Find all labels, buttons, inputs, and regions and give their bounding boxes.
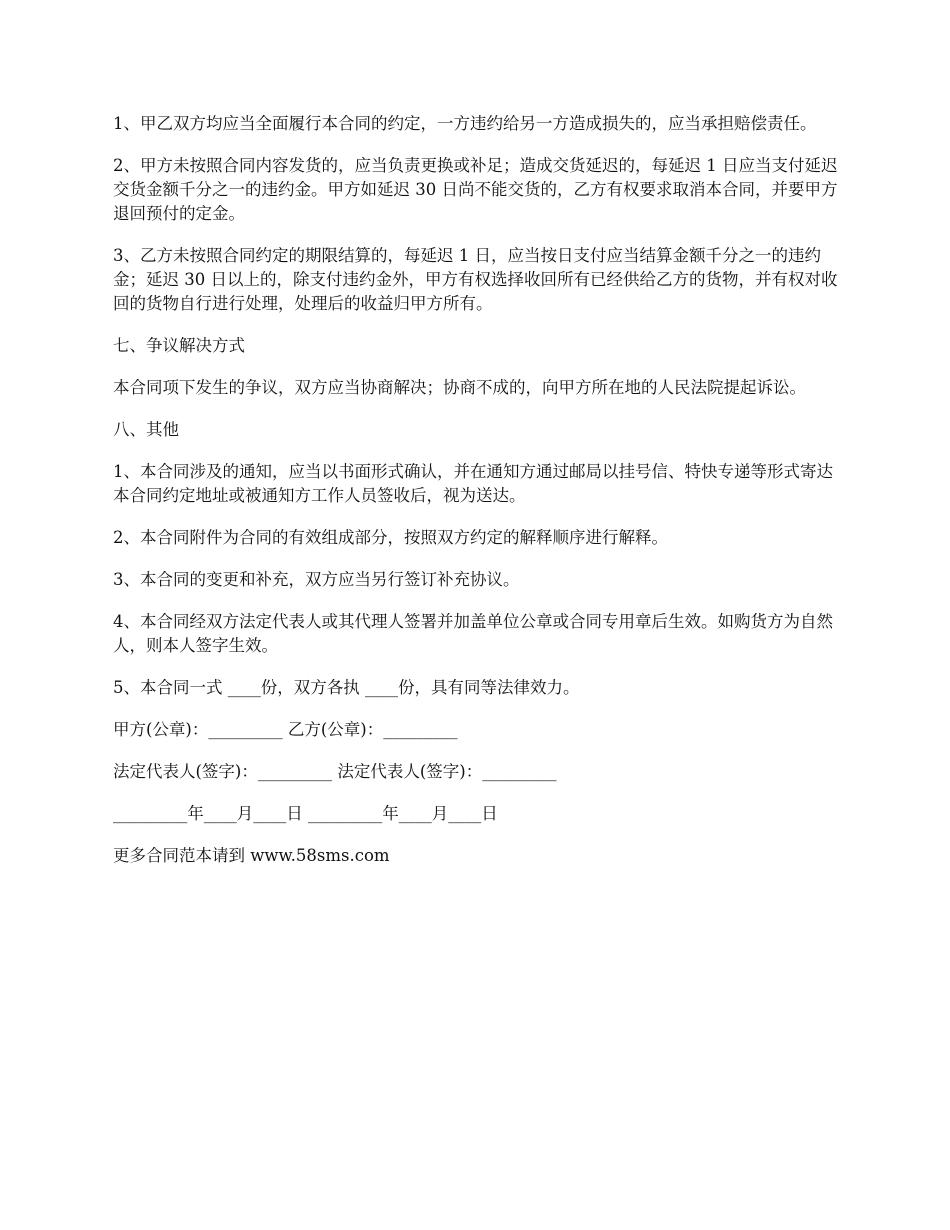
clause-mutual-performance: 1、甲乙双方均应当全面履行本合同的约定，一方违约给另一方造成损失的，应当承担赔偿责任。: [113, 114, 817, 133]
footer-more-templates: 更多合同范本请到 www.58sms.com: [113, 846, 390, 865]
signature-line-representatives: 法定代表人(签字)：_________ 法定代表人(签字)：_________: [113, 762, 557, 781]
contract-body: [113, 112, 843, 886]
clause-copies: 5、本合同一式 ____份，双方各执 ____份，具有同等法律效力。: [113, 678, 580, 697]
clause-buyer-settlement-breach: 3、乙方未按照合同约定的期限结算的，每延迟 1 日，应当按日支付应当结算金额千分之一的违约金；延迟 30 日以上的，除支付违约金外，甲方有权选择收回所有已经供给乙方的货物，并有权对收回的货物自行进行处理，处理后的收益归甲方所有。: [113, 246, 838, 313]
clause-notice: 1、本合同涉及的通知，应当以书面形式确认，并在通知方通过邮局以挂号信、特快专递等形式寄达本合同约定地址或被通知方工作人员签收后，视为送达。: [113, 462, 833, 505]
section-heading-other: 八、其他: [113, 420, 179, 439]
section-heading-dispute-resolution: 七、争议解决方式: [113, 336, 245, 355]
clause-effectiveness: 4、本合同经双方法定代表人或其代理人签署并加盖单位公章或合同专用章后生效。如购货方为自然人，则本人签字生效。: [113, 612, 833, 655]
clause-attachments: 2、本合同附件为合同的有效组成部分，按照双方约定的解释顺序进行解释。: [113, 528, 668, 547]
clause-seller-delivery-breach: 2、甲方未按照合同内容发货的，应当负责更换或补足；造成交货延迟的，每延迟 1 日应当支付延迟交货金额千分之一的违约金。甲方如延迟 30 日尚不能交货的，乙方有权要求取消本合同，并要甲方退回预付的定金。: [113, 156, 838, 223]
clause-dispute-resolution: 本合同项下发生的争议，双方应当协商解决；协商不成的，向甲方所在地的人民法院提起诉讼。: [113, 378, 806, 397]
signature-line-seals: 甲方(公章)：_________ 乙方(公章)：_________: [113, 720, 458, 739]
clause-amendments: 3、本合同的变更和补充，双方应当另行签订补充协议。: [113, 570, 520, 589]
signature-line-dates: _________年____月____日 _________年____月____日: [113, 804, 498, 823]
